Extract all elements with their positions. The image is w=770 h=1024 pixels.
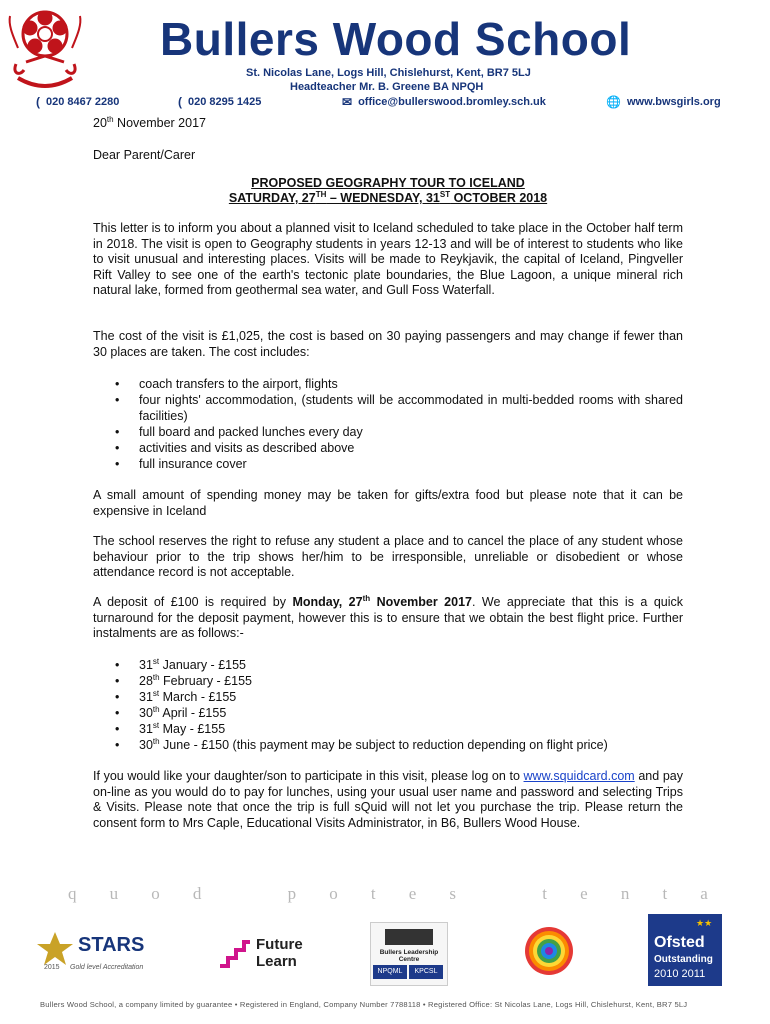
footer-company-info: Bullers Wood School, a company limited by guarantee • Registered in England, Company Number 7788118 • Registered Office: St Nicolas Lane, Logs Hill, Chislehurst, Kent, BR7 5LJ <box>40 1000 688 1009</box>
list-item: • coach transfers to the airport, flights <box>93 376 683 392</box>
school-name: Bullers Wood School <box>160 13 632 65</box>
future-learn-logo <box>218 934 348 974</box>
stars-accreditation-logo <box>36 930 156 976</box>
ucl-leadership-logo <box>370 922 448 986</box>
squidcard-link[interactable]: www.squidcard.com <box>523 769 635 783</box>
instalments-list <box>93 657 683 753</box>
future-learn-line2: Learn <box>256 953 297 970</box>
phone-number-1: 020 8467 2280 <box>46 96 120 108</box>
paragraph-deposit: A deposit of £100 is required by Monday, 27th November 2017. We appreciate that this is a quick turnaround for the deposit payment, however this is to ensure that we obtain the best flight price. Further instalments are as follows:- <box>93 593 683 640</box>
list-item: • 31st May - £155 <box>93 721 683 737</box>
letter-date: 20th November 2017 <box>93 114 206 130</box>
phone-icon: ( <box>36 95 40 109</box>
letter-title-1: PROPOSED GEOGRAPHY TOUR TO ICELAND <box>251 176 525 190</box>
phone-contact-1 <box>36 95 119 109</box>
ofsted-grade: Outstanding <box>654 954 713 965</box>
email-address[interactable]: office@bullerswood.bromley.sch.uk <box>358 96 546 108</box>
kpcsl-badge: KPCSL <box>409 965 443 979</box>
website-address[interactable]: www.bwsgirls.org <box>626 96 721 108</box>
star-icon: ★★ <box>696 918 713 928</box>
list-item: • 30th April - £155 <box>93 705 683 721</box>
fax-icon: ( <box>178 95 182 109</box>
salutation: Dear Parent/Carer <box>93 148 196 162</box>
school-motto: q u o d p o t e s t e n t a <box>68 884 708 903</box>
paragraph-cost: The cost of the visit is £1,025, the cost is based on 30 paying passengers and may change if fewer than 30 places are taken. The cost includes: <box>93 329 683 359</box>
phone-contact-2 <box>178 95 261 109</box>
school-crest-logo <box>6 4 84 96</box>
list-item: • four nights' accommodation, (students will be accommodated in multi-bedded rooms with shared facilities) <box>93 392 683 424</box>
list-item: • activities and visits as described above <box>93 440 683 456</box>
rainbow-charter-logo <box>524 926 574 976</box>
steps-icon <box>218 936 252 970</box>
envelope-icon: ✉ <box>342 95 353 109</box>
stars-title: STARS <box>78 934 145 956</box>
ucl-centre-name: Bullers Leadership Centre <box>379 949 439 963</box>
list-item: • 31st January - £155 <box>93 657 683 673</box>
headteacher-line: Headteacher Mr. B. Greene BA NPQH <box>290 81 484 93</box>
list-item: • 30th June - £150 (this payment may be subject to reduction depending on flight price) <box>93 737 683 753</box>
stars-subtitle: Gold level Accreditation <box>70 964 144 971</box>
future-learn-line1: Future <box>256 936 303 953</box>
website-contact <box>606 95 721 109</box>
email-contact <box>342 95 546 109</box>
paragraph-intro: This letter is to inform you about a planned visit to Iceland scheduled to take place in the October half term in 2018. The visit is open to Geography students in years 12-13 and will be of interest to students who like to visit unusual and interesting places. Visits will be made to Reykjavik, the capital of Iceland, Pingveller Rift Valley to see one of the earth's tectonic plate boundaries, the Blue Lagoon, a unique mineral rich natural lake, formed from geothermal sea water, and Gull Foss Waterfall. <box>93 221 683 297</box>
letter-title-2: SATURDAY, 27TH – WEDNESDAY, 31ST OCTOBER 2018 <box>228 189 548 205</box>
list-item: • 31st March - £155 <box>93 689 683 705</box>
paragraph-conduct: The school reserves the right to refuse any student a place and to cancel the place of any student whose behaviour prior to the trip shows her/him to be irresponsible, unreliable or disobedient or whose attendance record is not acceptable. <box>93 534 683 579</box>
paragraph-spending: A small amount of spending money may be taken for gifts/extra food but please note that it can be expensive in Iceland <box>93 488 683 518</box>
list-item: • 28th February - £155 <box>93 673 683 689</box>
star-icon <box>36 930 74 968</box>
list-item: • full board and packed lunches every day <box>93 424 683 440</box>
ofsted-name: Ofsted <box>654 934 705 951</box>
list-item: • full insurance cover <box>93 456 683 472</box>
stars-year: 2015 <box>44 964 60 971</box>
paragraph-squid: If you would like your daughter/son to participate in this visit, please log on to www.squidcard.com and pay on-line as you would do to pay for lunches, using your usual user name and password and selecting Trips & Visits. Please note that once the trip is full sQuid will not let you purchase the trip. Please return the consent form to Mrs Caple, Educational Visits Administrator, in B6, Bullers Wood House. <box>93 769 683 830</box>
globe-icon: 🌐 <box>606 95 621 109</box>
ofsted-outstanding-logo <box>648 914 722 986</box>
ofsted-years: 2010 2011 <box>654 968 706 980</box>
school-address: St. Nicolas Lane, Logs Hill, Chislehurst, Kent, BR7 5LJ <box>246 67 531 79</box>
phone-number-2: 020 8295 1425 <box>188 96 262 108</box>
ucl-emblem <box>385 929 433 945</box>
cost-includes-list <box>93 376 683 472</box>
npqml-badge: NPQML <box>373 965 407 979</box>
